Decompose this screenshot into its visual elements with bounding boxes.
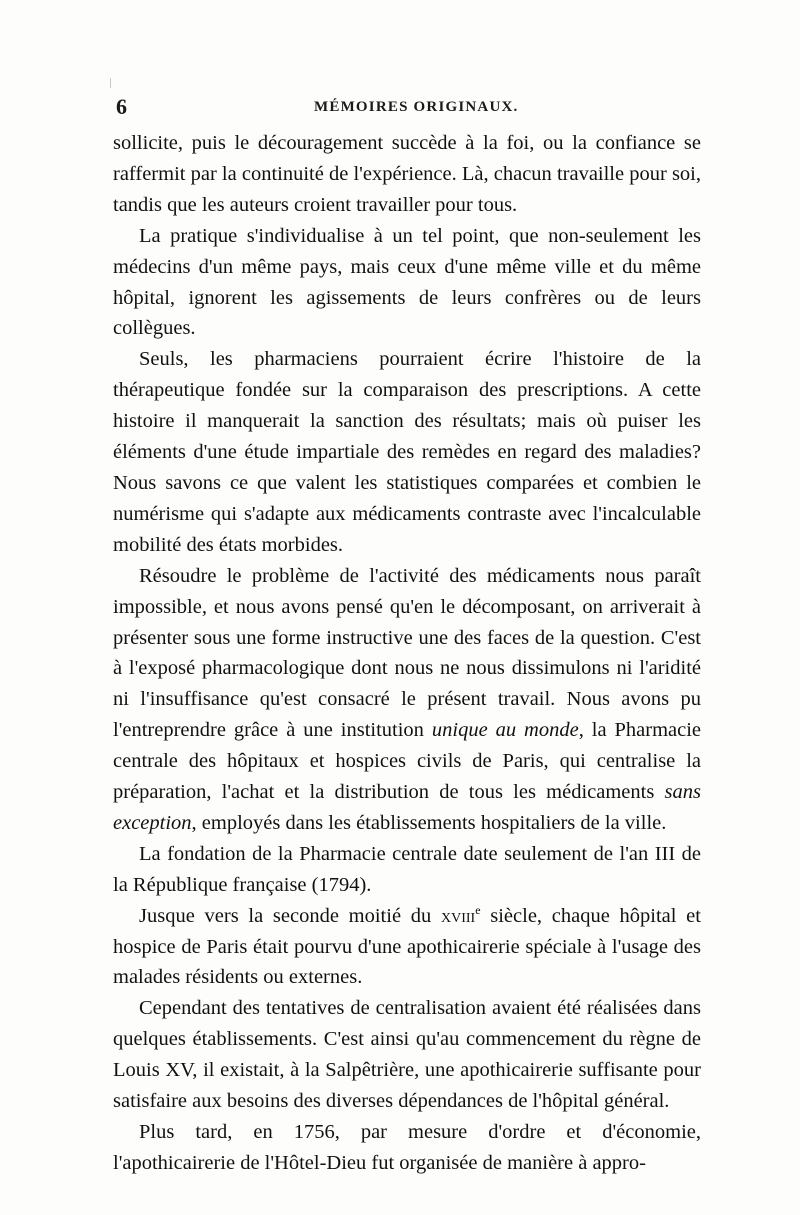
- running-title: MÉMOIRES ORIGINAUX.: [314, 99, 519, 115]
- paragraph-text: La fondation de la Pharmacie centrale date seulement de l'an III de la République française (1794).: [113, 842, 701, 896]
- page-number: 6: [116, 94, 127, 119]
- paragraph-3: [113, 344, 701, 560]
- paragraph-1: [113, 128, 701, 221]
- paragraph-text: Seuls, les pharmaciens pourraient écrire l'histoire de la thérapeutique fondée sur la comparaison des prescriptions. A cette histoire il manquerait la sanction des résultats; mais où puiser les éléments d'une étude impartiale des remèdes en regard des maladies? Nous savons ce que valent les statistiques comparées et combien le numérisme qui s'adapte aux médicaments contraste avec l'incalculable mobilité des états morbides.: [113, 348, 701, 556]
- paragraph-text: siècle, chaque hôpital et hospice de Paris était pourvu d'une apothicairerie spéciale à l'usage des malades résidents ou externes.: [113, 904, 701, 989]
- paragraph-5: [113, 839, 701, 901]
- paragraph-2: [113, 221, 701, 345]
- paragraph-text: Cependant des tentatives de centralisation avaient été réalisées dans quelques établissements. C'est ainsi qu'au commencement du règne de Louis XV, il existait, à la Salpêtrière, une apothicairerie suffisante pour satisfaire aux besoins des diverses dépendances de l'hôpital général.: [113, 997, 701, 1113]
- century-numeral: xviii: [440, 904, 476, 927]
- paragraph-text: , employés dans les établissements hospitaliers de la ville.: [191, 811, 667, 834]
- paragraph-text: Plus tard, en 1756, par mesure d'ordre et d'économie, l'apothicairerie de l'Hôtel-Dieu fut organisée de manière à appro-: [113, 1121, 701, 1174]
- paragraph-text: Résoudre le problème de l'activité des médicaments nous paraît impossible, et nous avons pensé qu'en le décomposant, on arriverait à présenter sous une forme instructive une des faces de la question. C'est à l'exposé pharmacologique dont nous ne nous dissimulons ni l'aridité ni l'insuffisance qu'est consacré le présent travail. Nous avons pu l'entreprendre grâce à une institution: [113, 564, 701, 742]
- paragraph-8: [113, 1117, 701, 1179]
- paragraph-text: , la Pharmacie centrale des hôpitaux et hospices civils de Paris, qui centralise la préparation, l'achat et la distribution de tous les médicaments: [113, 719, 702, 804]
- paragraph-text: Jusque vers la seconde moitié du: [139, 904, 441, 927]
- paragraph-4: [113, 561, 701, 839]
- paragraph-text: sollicite, puis le découragement succède à la foi, ou la confiance se raffermit par la continuité de l'expérience. Là, chacun travaille pour soi, tandis que les auteurs croient travailler pour tous.: [113, 132, 701, 216]
- emphasis-unique-au-monde: unique au monde: [431, 719, 579, 742]
- paragraph-6: [113, 901, 701, 994]
- emphasis-sans-exception: sans exception: [113, 781, 701, 834]
- body-text: [113, 128, 701, 1179]
- paragraph-7: [113, 993, 701, 1117]
- century-superscript: e: [475, 902, 481, 917]
- scan-mark: [110, 78, 111, 88]
- paragraph-text: La pratique s'individualise à un tel point, que non-seulement les médecins d'un même pays, mais ceux d'une même ville et du même hôpital, ignorent les agissements de leurs confrères ou de leurs collègues.: [113, 224, 701, 340]
- page-header: [116, 94, 696, 122]
